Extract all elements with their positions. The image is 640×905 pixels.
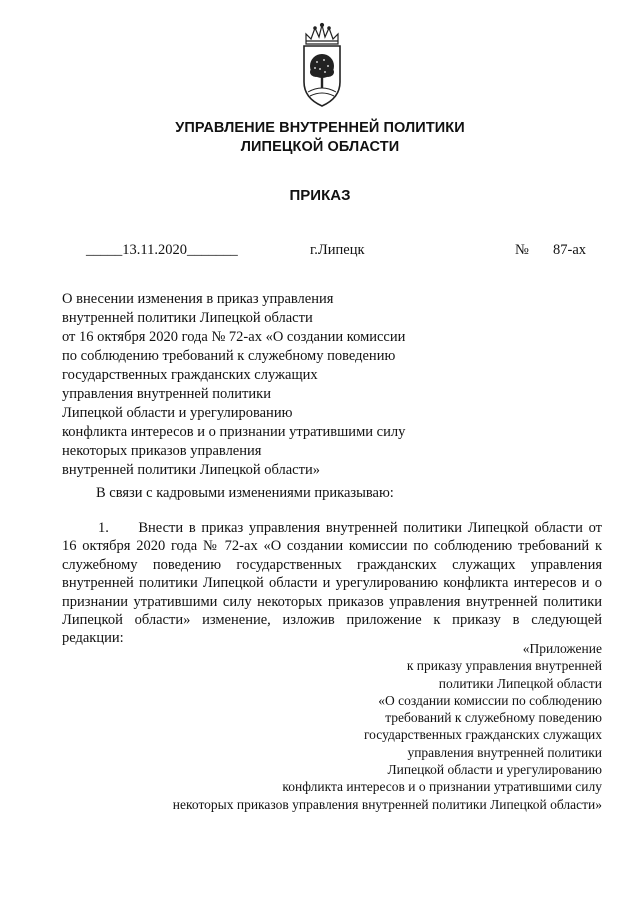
appendix-line: управления внутренней политики bbox=[407, 744, 602, 760]
item-1-line: служебному поведению государственных гражданских служащих управления bbox=[62, 556, 602, 573]
item-1-line: внутренней политики Липецкой области и урегулированию конфликта интересов и о bbox=[62, 575, 602, 592]
intro-text: В связи с кадровыми изменениями приказываю: bbox=[96, 485, 394, 501]
subject-line: некоторых приказов управления bbox=[62, 443, 262, 459]
item-1-line: Липецкой области» изменение, изложив приложение к приказу в следующей bbox=[62, 612, 602, 629]
appendix-line: к приказу управления внутренней bbox=[406, 658, 602, 674]
subject-line: внутренней политики Липецкой области bbox=[62, 310, 313, 326]
item-1-paragraph bbox=[62, 519, 602, 648]
subject-line: по соблюдению требований к служебному поведению bbox=[62, 348, 396, 364]
order-number: 87-ах bbox=[553, 242, 587, 258]
appendix-line: политики Липецкой области bbox=[438, 675, 602, 691]
subject-line: внутренней политики Липецкой области» bbox=[62, 462, 320, 478]
organization-name-line1: УПРАВЛЕНИЕ ВНУТРЕННЕЙ ПОЛИТИКИ bbox=[175, 120, 465, 136]
appendix-line: «О создании комиссии по соблюдению bbox=[378, 692, 602, 708]
coat-of-arms-emblem bbox=[298, 22, 346, 108]
appendix-line: некоторых приказов управления внутренней политики Липецкой области» bbox=[172, 796, 602, 812]
item-1-text: Внести в приказ управления внутренней политики Липецкой области от bbox=[138, 520, 603, 536]
subject-line: управления внутренней политики bbox=[62, 386, 271, 402]
item-1-number: 1. bbox=[98, 520, 109, 536]
document-title: ПРИКАЗ bbox=[289, 187, 351, 204]
appendix-line: Липецкой области и урегулированию bbox=[387, 762, 602, 778]
appendix-header bbox=[150, 640, 602, 813]
item-1-line: 16 октября 2020 года № 72-ах «О создании комиссии по соблюдению требований к bbox=[62, 538, 602, 555]
appendix-line: «Приложение bbox=[522, 641, 602, 656]
subject-line: государственных гражданских служащих bbox=[62, 367, 318, 383]
subject-line: О внесении изменения в приказ управления bbox=[62, 291, 334, 307]
item-1-line: признании утратившими силу некоторых приказов управления внутренней политики bbox=[62, 593, 602, 610]
subject-line: Липецкой области и урегулированию bbox=[62, 405, 293, 421]
item-1-line: редакции: bbox=[62, 630, 124, 647]
order-city: г.Липецк bbox=[310, 242, 365, 258]
appendix-line: требований к служебному поведению bbox=[385, 710, 602, 726]
order-date: _____13.11.2020_______ bbox=[86, 242, 238, 258]
appendix-line: конфликта интересов и о признании утратившими силу bbox=[282, 779, 602, 795]
subject-line: от 16 октября 2020 года № 72-ах «О создании комиссии bbox=[62, 329, 406, 345]
appendix-line: государственных гражданских служащих bbox=[363, 727, 602, 743]
organization-name-line2: ЛИПЕЦКОЙ ОБЛАСТИ bbox=[240, 139, 400, 155]
subject-line: конфликта интересов и о признании утратившими силу bbox=[62, 424, 406, 440]
order-subject bbox=[62, 290, 482, 480]
order-number-sign: № bbox=[515, 242, 529, 258]
